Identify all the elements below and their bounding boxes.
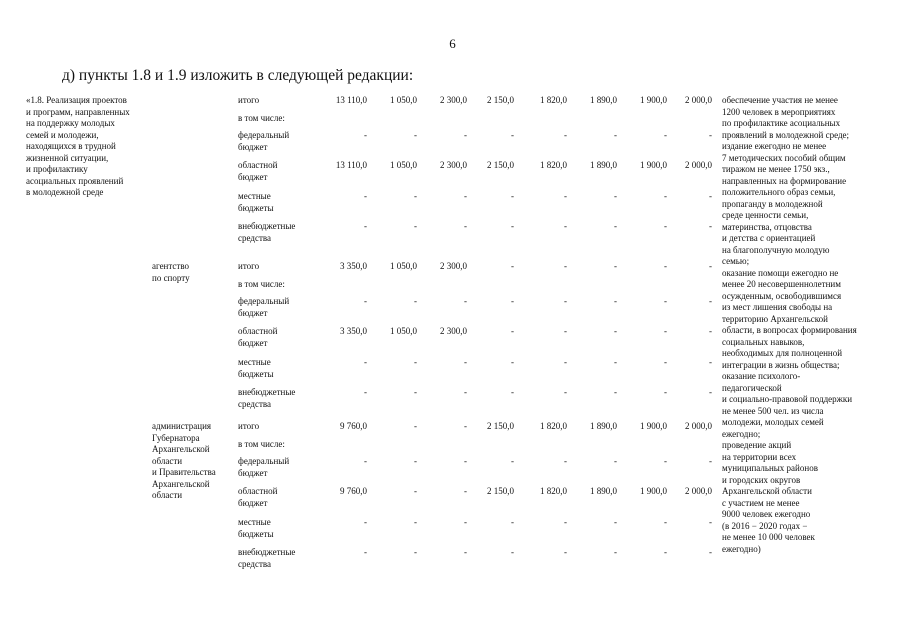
amount-cell: -	[664, 130, 667, 140]
funding-source-label: итого	[238, 421, 260, 431]
amount-cell: -	[564, 387, 567, 397]
amount-cell: -	[564, 261, 567, 271]
amount-cell: -	[511, 357, 514, 367]
amount-cell: -	[709, 221, 712, 231]
amount-cell: 2 000,0	[685, 486, 712, 496]
amount-cell: -	[709, 357, 712, 367]
amount-cell: -	[364, 357, 367, 367]
amount-cell: 2 150,0	[487, 421, 514, 431]
amount-cell: -	[364, 130, 367, 140]
amount-cell: 2 300,0	[440, 95, 467, 105]
amount-cell: -	[564, 130, 567, 140]
amount-cell: -	[664, 547, 667, 557]
amount-cell: 3 350,0	[340, 261, 367, 271]
amount-cell: -	[464, 547, 467, 557]
amount-cell: 1 820,0	[540, 486, 567, 496]
amount-cell: 13 110,0	[335, 95, 367, 105]
funding-source-label: в том числе:	[238, 113, 285, 123]
amount-cell: -	[511, 130, 514, 140]
funding-source-label: итого	[238, 261, 260, 271]
amount-cell: -	[511, 221, 514, 231]
amount-cell: 1 050,0	[390, 261, 417, 271]
amount-cell: -	[364, 296, 367, 306]
amount-cell: -	[614, 387, 617, 397]
amount-cell: -	[709, 130, 712, 140]
funding-source-label: в том числе:	[238, 279, 285, 289]
amount-cell: -	[364, 387, 367, 397]
amount-cell: -	[364, 221, 367, 231]
amount-cell: 2 300,0	[440, 326, 467, 336]
funding-source-label: областной бюджет	[238, 160, 278, 182]
amount-cell: -	[464, 130, 467, 140]
amount-cell: -	[664, 191, 667, 201]
amount-cell: 1 890,0	[590, 95, 617, 105]
amount-cell: -	[464, 191, 467, 201]
amount-cell: -	[511, 261, 514, 271]
amount-cell: -	[414, 517, 417, 527]
funding-source-label: областной бюджет	[238, 486, 278, 508]
amount-cell: -	[564, 456, 567, 466]
executor-cell: агентство по спорту	[152, 261, 190, 283]
amount-cell: -	[614, 517, 617, 527]
amount-cell: 1 890,0	[590, 486, 617, 496]
activity-description: «1.8. Реализация проектов и программ, направленных на поддержку молодых семей и молодежи, находящихся в трудной жизненной ситуации, и профилактику асоциальных проявлений в молодежной среде	[26, 95, 130, 197]
amount-cell: 2 000,0	[685, 160, 712, 170]
amount-cell: -	[664, 296, 667, 306]
amount-cell: -	[511, 296, 514, 306]
amount-cell: -	[414, 547, 417, 557]
amount-cell: -	[664, 387, 667, 397]
section-heading: д) пункты 1.8 и 1.9 изложить в следующей редакции:	[62, 67, 414, 84]
amount-cell: 2 150,0	[487, 160, 514, 170]
funding-source-label: федеральный бюджет	[238, 296, 290, 318]
amount-cell: -	[709, 191, 712, 201]
amount-cell: 1 890,0	[590, 160, 617, 170]
funding-source-label: местные бюджеты	[238, 357, 274, 379]
amount-cell: -	[364, 456, 367, 466]
amount-cell: -	[564, 326, 567, 336]
amount-cell: -	[664, 456, 667, 466]
amount-cell: -	[614, 261, 617, 271]
amount-cell: -	[709, 547, 712, 557]
amount-cell: -	[664, 357, 667, 367]
amount-cell: -	[709, 326, 712, 336]
amount-cell: -	[564, 517, 567, 527]
funding-source-label: в том числе:	[238, 439, 285, 449]
funding-source-label: итого	[238, 95, 260, 105]
amount-cell: 1 820,0	[540, 421, 567, 431]
funding-source-label: внебюджетные средства	[238, 221, 296, 243]
amount-cell: -	[709, 296, 712, 306]
amount-cell: -	[564, 221, 567, 231]
funding-source-label: федеральный бюджет	[238, 456, 290, 478]
amount-cell: -	[414, 357, 417, 367]
amount-cell: -	[511, 517, 514, 527]
amount-cell: -	[614, 547, 617, 557]
amount-cell: 1 050,0	[390, 95, 417, 105]
amount-cell: -	[564, 357, 567, 367]
amount-cell: -	[614, 296, 617, 306]
amount-cell: -	[664, 261, 667, 271]
amount-cell: -	[464, 456, 467, 466]
amount-cell: 2 300,0	[440, 261, 467, 271]
amount-cell: 1 900,0	[640, 421, 667, 431]
amount-cell: -	[614, 326, 617, 336]
amount-cell: 1 900,0	[640, 95, 667, 105]
amount-cell: -	[414, 387, 417, 397]
amount-cell: 1 900,0	[640, 160, 667, 170]
amount-cell: -	[511, 191, 514, 201]
amount-cell: -	[414, 486, 417, 496]
funding-source-label: местные бюджеты	[238, 517, 274, 539]
amount-cell: 1 900,0	[640, 486, 667, 496]
amount-cell: 1 890,0	[590, 421, 617, 431]
funding-source-label: местные бюджеты	[238, 191, 274, 213]
amount-cell: -	[664, 517, 667, 527]
amount-cell: -	[464, 421, 467, 431]
amount-cell: -	[414, 191, 417, 201]
amount-cell: -	[464, 486, 467, 496]
amount-cell: 1 820,0	[540, 160, 567, 170]
amount-cell: -	[564, 296, 567, 306]
amount-cell: -	[564, 191, 567, 201]
funding-source-label: федеральный бюджет	[238, 130, 290, 152]
amount-cell: 1 050,0	[390, 326, 417, 336]
amount-cell: -	[614, 130, 617, 140]
amount-cell: 2 300,0	[440, 160, 467, 170]
amount-cell: -	[511, 387, 514, 397]
amount-cell: -	[709, 261, 712, 271]
amount-cell: -	[511, 547, 514, 557]
amount-cell: -	[511, 326, 514, 336]
amount-cell: -	[709, 517, 712, 527]
amount-cell: -	[614, 221, 617, 231]
amount-cell: -	[464, 387, 467, 397]
amount-cell: 2 150,0	[487, 95, 514, 105]
amount-cell: -	[414, 456, 417, 466]
expected-results: обеспечение участия не менее 1200 человек в мероприятиях по профилактике асоциальных проявлений в молодежной среде; издание ежегодно не менее 7 методических пособий общим тиражом не менее 1750 экз., направленных на формирование положительного образ семьи, пропаганду в молодежной среде ценности семьи, материнства, отцовства и детства с ориентацией на благополучную молодую семью; оказание помощи ежегодно не менее 20 несовершеннолетним осужденным, освободившимся из мест лишения свободы на территорию Архангельской области, в вопросах формирования социальных навыков, необходимых для полноценной интеграции в жизнь общества; оказание психолого- педагогической и социально-правовой поддержки не менее 500 чел. из числа молодежи, молодых семей ежегодно; проведение акций на территории всех муниципальных районов и городских округов Архангельской области с участием не менее 9000 человек ежегодно (в 2016 − 2020 годах − не менее 10 000 человек ежегодно)	[722, 95, 857, 554]
amount-cell: 2 150,0	[487, 486, 514, 496]
amount-cell: -	[664, 221, 667, 231]
amount-cell: 9 760,0	[340, 421, 367, 431]
amount-cell: -	[464, 296, 467, 306]
amount-cell: 3 350,0	[340, 326, 367, 336]
amount-cell: 1 820,0	[540, 95, 567, 105]
amount-cell: 2 000,0	[685, 421, 712, 431]
amount-cell: -	[414, 221, 417, 231]
amount-cell: -	[364, 191, 367, 201]
amount-cell: 1 050,0	[390, 160, 417, 170]
amount-cell: -	[414, 296, 417, 306]
amount-cell: -	[709, 456, 712, 466]
page-number: 6	[449, 36, 456, 51]
amount-cell: -	[709, 387, 712, 397]
amount-cell: 2 000,0	[685, 95, 712, 105]
funding-source-label: областной бюджет	[238, 326, 278, 348]
funding-source-label: внебюджетные средства	[238, 387, 296, 409]
amount-cell: -	[414, 421, 417, 431]
amount-cell: -	[564, 547, 567, 557]
amount-cell: -	[614, 456, 617, 466]
amount-cell: -	[614, 191, 617, 201]
amount-cell: -	[464, 221, 467, 231]
amount-cell: 9 760,0	[340, 486, 367, 496]
amount-cell: -	[364, 517, 367, 527]
amount-cell: -	[464, 517, 467, 527]
amount-cell: -	[364, 547, 367, 557]
amount-cell: -	[414, 130, 417, 140]
amount-cell: -	[664, 326, 667, 336]
amount-cell: -	[614, 357, 617, 367]
amount-cell: 13 110,0	[335, 160, 367, 170]
amount-cell: -	[464, 357, 467, 367]
funding-source-label: внебюджетные средства	[238, 547, 296, 569]
executor-cell: администрация Губернатора Архангельской области и Правительства Архангельской области	[152, 421, 216, 500]
amount-cell: -	[511, 456, 514, 466]
